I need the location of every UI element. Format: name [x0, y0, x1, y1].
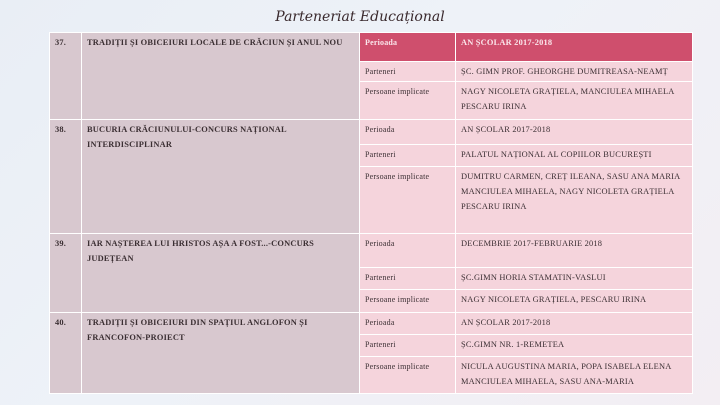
- period-value: DECEMBRIE 2017-FEBRUARIE 2018: [456, 234, 693, 268]
- table-row: [50, 33, 693, 62]
- period-label: Perioada: [360, 234, 456, 268]
- persons-value: NAGY NICOLETA GRAȚIELA, MANCIULEA MIHAELA PESCARU IRINA: [456, 82, 693, 120]
- partners-value: PALATUL NAȚIONAL AL COPIILOR BUCUREȘTI: [456, 145, 693, 167]
- page-title: Parteneriat Educațional: [275, 9, 445, 25]
- partners-label: Parteneri: [360, 268, 456, 290]
- period-label: Perioada: [360, 313, 456, 335]
- partners-label: Parteneri: [360, 145, 456, 167]
- period-value: AN ȘCOLAR 2017-2018: [456, 33, 693, 62]
- period-label: Perioada: [360, 33, 456, 62]
- partners-value: ȘC. GIMN PROF. GHEORGHE DUMITREASA-NEAMȚ: [456, 62, 693, 82]
- row-number: 38.: [50, 120, 82, 234]
- persons-label: Persoane implicate: [360, 357, 456, 394]
- persons-value: DUMITRU CARMEN, CREȚ ILEANA, SASU ANA MARIA MANCIULEA MIHAELA, NAGY NICOLETA GRAȚIELA PESCARU IRINA: [456, 167, 693, 234]
- activity-name: TRADIȚII ȘI OBICEIURI LOCALE DE CRĂCIUN ȘI ANUL NOU: [82, 33, 360, 120]
- partners-label: Parteneri: [360, 62, 456, 82]
- partners-label: Parteneri: [360, 335, 456, 357]
- period-label: Perioada: [360, 120, 456, 145]
- row-number: 39.: [50, 234, 82, 313]
- persons-label: Persoane implicate: [360, 82, 456, 120]
- persons-value: NICULA AUGUSTINA MARIA, POPA ISABELA ELENA MANCIULEA MIHAELA, SASU ANA-MARIA: [456, 357, 693, 394]
- table-row: [50, 234, 693, 268]
- period-value: AN ȘCOLAR 2017-2018: [456, 120, 693, 145]
- activity-name: BUCURIA CRĂCIUNULUI-CONCURS NAȚIONAL INTERDISCIPLINAR: [82, 120, 360, 234]
- partners-value: ȘC.GIMN NR. 1-REMETEA: [456, 335, 693, 357]
- row-number: 40.: [50, 313, 82, 394]
- row-number: 37.: [50, 33, 82, 120]
- persons-label: Persoane implicate: [360, 167, 456, 234]
- table-row: [50, 313, 693, 335]
- activity-name: IAR NAȘTEREA LUI HRISTOS AȘA A FOST...-CONCURS JUDEȚEAN: [82, 234, 360, 313]
- persons-value: NAGY NICOLETA GRAȚIELA, PESCARU IRINA: [456, 290, 693, 313]
- partners-value: ȘC.GIMN HORIA STAMATIN-VASLUI: [456, 268, 693, 290]
- persons-label: Persoane implicate: [360, 290, 456, 313]
- activity-name: TRADIȚII ȘI OBICEIURI DIN SPAȚIUL ANGLOFON ȘI FRANCOFON-PROIECT: [82, 313, 360, 394]
- period-value: AN ȘCOLAR 2017-2018: [456, 313, 693, 335]
- table-row: [50, 120, 693, 145]
- partnership-table: [49, 32, 693, 394]
